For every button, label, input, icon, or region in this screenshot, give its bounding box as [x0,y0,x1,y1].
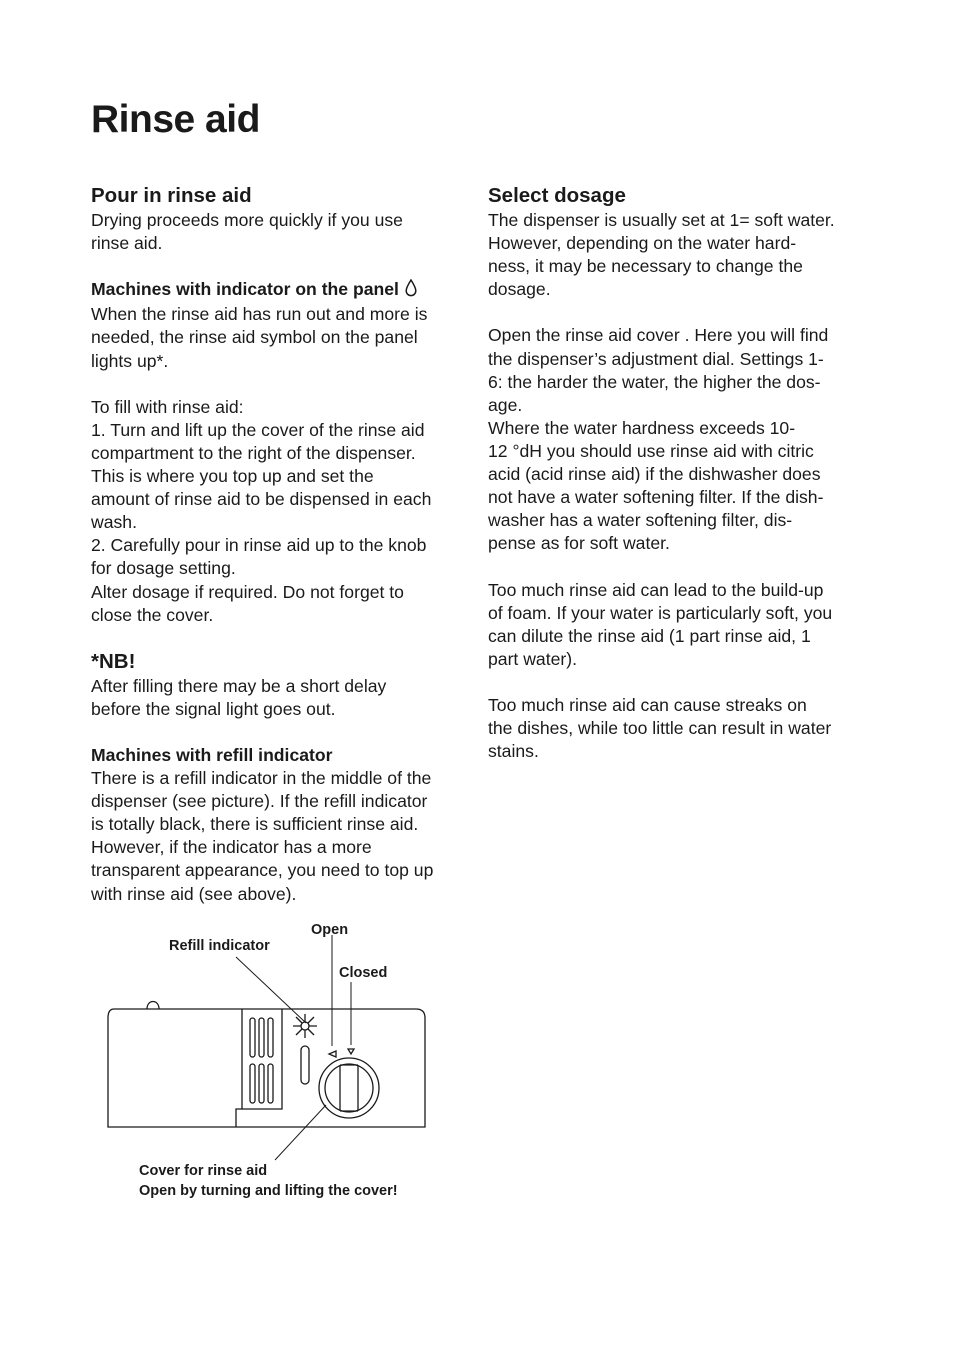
pour-in-heading: Pour in rinse aid [91,184,252,207]
filter-panel-outline [236,1009,242,1127]
label-open: Open [311,922,349,938]
filter-slot [268,1018,273,1057]
label-closed: Closed [339,965,388,981]
refill-indicator-window [301,1046,309,1084]
nb-paragraph: After filling there may be a short delay before the signal light goes out. [91,675,387,719]
indicator-heading-text: Machines with indicator on the panel [91,279,399,300]
select-dosage-heading: Select dosage [488,184,626,207]
filter-slot [268,1064,273,1103]
dosage-paragraph-1: The dispenser is usually set at 1= soft water. However, depending on the water hard- ness, it may be necessary to change the dosage. [488,210,835,300]
refill-leader-line [236,957,306,1023]
dosage-paragraph-3: Too much rinse aid can lead to the build-up of foam. If your water is particularly soft, you can dilute the rinse aid (1 part rinse aid, 1 part water). [488,579,833,669]
indicator-heading [91,278,466,303]
fill-instructions: To fill with rinse aid: 1. Turn and lift up the cover of the rinse aid compartment to the right of the dispenser. This is where you top up and set the amount of rinse aid to be dispensed in each wash. 2. Carefully pour in rinse aid up to the knob for dosage setting. Alter dosage if required. Do not forget to close the cover. [91,396,432,625]
left-column [91,183,466,906]
intro-paragraph: Drying proceeds more quickly if you use rinse aid. [91,210,403,254]
filter-slot [259,1018,264,1057]
label-refill-indicator: Refill indicator [169,938,270,954]
refill-paragraph: There is a refill indicator in the middle of the dispenser (see picture). If the refill indicator is totally black, there is sufficient rinse aid. However, if the indicator has a more transparent appearance, you need to top up with rinse aid (see above). [91,768,434,904]
filter-slot [259,1064,264,1103]
right-column [488,183,868,763]
dispenser-diagram [100,915,440,1210]
cover-leader-line [275,1105,326,1160]
dosage-dial [319,1058,379,1118]
dosage-paragraph-4: Too much rinse aid can cause streaks on the dishes, while too little can result in water stains. [488,694,832,762]
filter-slot [250,1064,255,1103]
drop-icon [405,279,417,303]
closed-marker [348,1049,354,1054]
dosage-paragraph-2: Open the rinse aid cover . Here you will find the dispenser’s adjustment dial. Settings 1- 6: the harder the water, the higher the dos- age. Where the water hardness exceeds 10- 12 °dH you should use rinse aid with citric acid (acid rinse aid) if the dishwasher does not have a water softening filter. If the dish- washer has a water softening filter, dis- pense as for soft water. [488,325,829,554]
open-marker [329,1051,336,1057]
caption-open-instruction: Open by turning and lifting the cover! [139,1183,398,1199]
refill-heading: Machines with refill indicator [91,744,333,765]
page-title: Rinse aid [91,98,260,141]
indicator-paragraph: When the rinse aid has run out and more is needed, the rinse aid symbol on the panel lights up*. [91,304,428,371]
filter-slot [250,1018,255,1057]
nb-heading: *NB! [91,649,136,673]
dispenser-clip [147,1002,159,1010]
caption-cover: Cover for rinse aid [139,1163,268,1179]
